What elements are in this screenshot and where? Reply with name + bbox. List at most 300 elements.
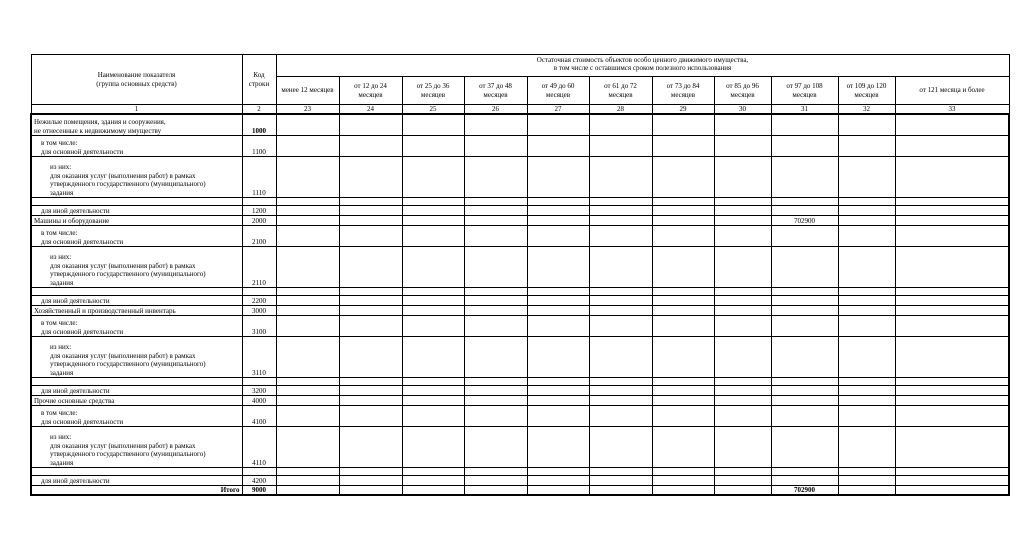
value-cell bbox=[714, 114, 771, 135]
header-col-23: менее 12 месяцев bbox=[276, 77, 339, 105]
total-value-cell bbox=[527, 485, 589, 495]
value-cell bbox=[402, 315, 464, 336]
value-cell bbox=[652, 215, 714, 225]
value-cell bbox=[402, 395, 464, 405]
row-label: из них: для оказания услуг (выполнения работ) в рамках утвержденного государственного (муниципального) задания bbox=[31, 426, 242, 467]
header-col-27: от 49 до 60 месяцев bbox=[527, 77, 589, 105]
blank-cell bbox=[339, 467, 402, 475]
value-cell bbox=[838, 205, 895, 215]
value-cell bbox=[895, 305, 1009, 315]
table-row bbox=[31, 215, 1009, 225]
blank-cell bbox=[339, 377, 402, 385]
blank-cell bbox=[838, 467, 895, 475]
value-cell bbox=[771, 405, 838, 426]
value-cell bbox=[771, 305, 838, 315]
value-cell bbox=[895, 295, 1009, 305]
row-code: 1200 bbox=[242, 205, 276, 215]
blank-cell bbox=[895, 467, 1009, 475]
total-row bbox=[31, 485, 1009, 495]
value-cell bbox=[589, 336, 652, 377]
value-cell bbox=[464, 156, 527, 197]
row-code: 4200 bbox=[242, 475, 276, 485]
value-cell bbox=[771, 426, 838, 467]
value-cell bbox=[589, 305, 652, 315]
row-label: Хозяйственный и производственный инвентарь bbox=[31, 305, 242, 315]
value-cell bbox=[714, 246, 771, 287]
value-cell bbox=[652, 315, 714, 336]
value-cell bbox=[464, 295, 527, 305]
value-cell bbox=[527, 426, 589, 467]
header-num-23: 23 bbox=[276, 105, 339, 115]
value-cell bbox=[339, 315, 402, 336]
row-code: 2110 bbox=[242, 246, 276, 287]
value-cell bbox=[339, 336, 402, 377]
blank-cell bbox=[402, 467, 464, 475]
value-cell bbox=[838, 395, 895, 405]
row-label: в том числе: для основной деятельности bbox=[31, 405, 242, 426]
value-cell bbox=[652, 385, 714, 395]
blank-cell bbox=[31, 287, 242, 295]
header-num-26: 26 bbox=[464, 105, 527, 115]
blank-cell bbox=[714, 287, 771, 295]
row-label: в том числе: для основной деятельности bbox=[31, 135, 242, 156]
header-col-24: от 12 до 24 месяцев bbox=[339, 77, 402, 105]
blank-cell bbox=[242, 197, 276, 205]
value-cell bbox=[652, 305, 714, 315]
blank-cell bbox=[242, 377, 276, 385]
value-cell bbox=[527, 205, 589, 215]
row-label: Нежилые помещения, здания и сооружения, не отнесенные к недвижимому имуществу bbox=[31, 114, 242, 135]
value-cell bbox=[895, 405, 1009, 426]
value-cell bbox=[339, 426, 402, 467]
table-row bbox=[31, 135, 1009, 156]
value-cell bbox=[339, 215, 402, 225]
value-cell bbox=[838, 114, 895, 135]
value-cell bbox=[652, 405, 714, 426]
value-cell bbox=[527, 295, 589, 305]
value-cell bbox=[339, 205, 402, 215]
value-cell bbox=[589, 114, 652, 135]
value-cell bbox=[771, 246, 838, 287]
value-cell bbox=[838, 225, 895, 246]
total-value-cell bbox=[652, 485, 714, 495]
value-cell bbox=[771, 295, 838, 305]
value-cell bbox=[527, 225, 589, 246]
value-cell bbox=[527, 475, 589, 485]
value-cell bbox=[464, 395, 527, 405]
total-value-cell bbox=[464, 485, 527, 495]
row-label: из них: для оказания услуг (выполнения работ) в рамках утвержденного государственного (муниципального) задания bbox=[31, 336, 242, 377]
value-cell bbox=[895, 475, 1009, 485]
value-cell bbox=[402, 336, 464, 377]
header-code-col: Код строки bbox=[242, 55, 276, 105]
blank-cell bbox=[276, 287, 339, 295]
value-cell bbox=[276, 135, 339, 156]
row-label: для иной деятельности bbox=[31, 295, 242, 305]
value-cell bbox=[339, 305, 402, 315]
header-name-col: Наименование показателя (группа основных средств) bbox=[31, 55, 242, 105]
value-cell bbox=[838, 385, 895, 395]
value-cell bbox=[464, 336, 527, 377]
value-cell bbox=[771, 315, 838, 336]
table-row bbox=[31, 295, 1009, 305]
value-cell bbox=[589, 135, 652, 156]
blank-cell bbox=[464, 197, 527, 205]
blank-cell bbox=[464, 377, 527, 385]
value-cell bbox=[771, 475, 838, 485]
value-cell bbox=[589, 295, 652, 305]
value-cell bbox=[714, 205, 771, 215]
value-cell bbox=[652, 475, 714, 485]
blank-cell bbox=[589, 377, 652, 385]
total-value-cell: 702900 bbox=[771, 485, 838, 495]
blank-cell bbox=[527, 377, 589, 385]
row-code: 3110 bbox=[242, 336, 276, 377]
table-row bbox=[31, 395, 1009, 405]
value-cell bbox=[339, 135, 402, 156]
super-title-line2: в том числе с оставшимся сроком полезного использования bbox=[553, 64, 732, 73]
value-cell bbox=[895, 135, 1009, 156]
blank-cell bbox=[527, 287, 589, 295]
value-cell bbox=[895, 246, 1009, 287]
header-col-32: от 109 до 120 месяцев bbox=[838, 77, 895, 105]
header-col-28: от 61 до 72 месяцев bbox=[589, 77, 652, 105]
table-row bbox=[31, 315, 1009, 336]
value-cell bbox=[276, 336, 339, 377]
row-code: 4110 bbox=[242, 426, 276, 467]
value-cell bbox=[714, 385, 771, 395]
value-cell bbox=[276, 426, 339, 467]
blank-cell bbox=[771, 377, 838, 385]
table-row bbox=[31, 114, 1009, 135]
value-cell bbox=[771, 205, 838, 215]
row-code: 3000 bbox=[242, 305, 276, 315]
value-cell bbox=[527, 246, 589, 287]
value-cell bbox=[838, 246, 895, 287]
row-label: для иной деятельности bbox=[31, 475, 242, 485]
value-cell bbox=[339, 295, 402, 305]
super-title-line1: Остаточная стоимость объектов особо ценного движимого имущества, bbox=[536, 56, 749, 64]
table-row bbox=[31, 156, 1009, 197]
value-cell bbox=[402, 205, 464, 215]
value-cell bbox=[895, 315, 1009, 336]
value-cell bbox=[402, 295, 464, 305]
value-cell bbox=[464, 405, 527, 426]
value-cell bbox=[714, 305, 771, 315]
value-cell bbox=[714, 405, 771, 426]
value-cell bbox=[838, 405, 895, 426]
value-cell bbox=[714, 315, 771, 336]
header-num-33: 33 bbox=[895, 105, 1009, 115]
value-cell bbox=[527, 305, 589, 315]
value-cell bbox=[527, 215, 589, 225]
value-cell bbox=[339, 385, 402, 395]
row-label: из них: для оказания услуг (выполнения работ) в рамках утвержденного государственного (муниципального) задания bbox=[31, 156, 242, 197]
value-cell bbox=[464, 385, 527, 395]
blank-cell bbox=[589, 287, 652, 295]
blank-cell bbox=[589, 197, 652, 205]
value-cell bbox=[339, 114, 402, 135]
table-body bbox=[31, 114, 1009, 495]
value-cell bbox=[464, 215, 527, 225]
row-code: 1000 bbox=[242, 114, 276, 135]
value-cell bbox=[402, 405, 464, 426]
row-code: 4000 bbox=[242, 395, 276, 405]
total-value-cell bbox=[339, 485, 402, 495]
value-cell bbox=[589, 215, 652, 225]
header-numbers-row bbox=[31, 105, 1009, 115]
value-cell bbox=[589, 315, 652, 336]
blank-row bbox=[31, 287, 1009, 295]
value-cell bbox=[895, 395, 1009, 405]
value-cell bbox=[838, 156, 895, 197]
value-cell bbox=[527, 315, 589, 336]
table-row bbox=[31, 225, 1009, 246]
value-cell bbox=[838, 305, 895, 315]
header-num-30: 30 bbox=[714, 105, 771, 115]
row-label: из них: для оказания услуг (выполнения работ) в рамках утвержденного государственного (муниципального) задания bbox=[31, 246, 242, 287]
blank-cell bbox=[652, 287, 714, 295]
value-cell bbox=[771, 336, 838, 377]
value-cell bbox=[276, 385, 339, 395]
blank-cell bbox=[652, 467, 714, 475]
value-cell bbox=[276, 114, 339, 135]
value-cell bbox=[771, 225, 838, 246]
total-value-cell bbox=[714, 485, 771, 495]
value-cell bbox=[527, 336, 589, 377]
value-cell bbox=[714, 156, 771, 197]
value-cell bbox=[895, 156, 1009, 197]
value-cell bbox=[339, 225, 402, 246]
value-cell bbox=[589, 405, 652, 426]
total-value-cell bbox=[895, 485, 1009, 495]
value-cell bbox=[895, 225, 1009, 246]
value-cell bbox=[464, 114, 527, 135]
header-num-1: 1 bbox=[31, 105, 242, 115]
header-num-29: 29 bbox=[652, 105, 714, 115]
value-cell bbox=[714, 475, 771, 485]
blank-cell bbox=[838, 197, 895, 205]
value-cell bbox=[589, 205, 652, 215]
value-cell bbox=[464, 305, 527, 315]
value-cell bbox=[589, 156, 652, 197]
blank-cell bbox=[714, 377, 771, 385]
value-cell bbox=[714, 215, 771, 225]
value-cell bbox=[464, 426, 527, 467]
blank-cell bbox=[31, 197, 242, 205]
value-cell bbox=[652, 156, 714, 197]
header-num-32: 32 bbox=[838, 105, 895, 115]
value-cell bbox=[276, 395, 339, 405]
value-cell bbox=[652, 114, 714, 135]
row-label: для иной деятельности bbox=[31, 205, 242, 215]
header-num-27: 27 bbox=[527, 105, 589, 115]
value-cell bbox=[402, 135, 464, 156]
blank-row bbox=[31, 377, 1009, 385]
row-code: 1110 bbox=[242, 156, 276, 197]
value-cell bbox=[276, 305, 339, 315]
value-cell bbox=[895, 215, 1009, 225]
value-cell bbox=[464, 205, 527, 215]
value-cell bbox=[589, 246, 652, 287]
blank-cell bbox=[527, 197, 589, 205]
table-row bbox=[31, 205, 1009, 215]
row-code: 3200 bbox=[242, 385, 276, 395]
value-cell bbox=[771, 135, 838, 156]
value-cell bbox=[402, 156, 464, 197]
value-cell bbox=[464, 315, 527, 336]
value-cell bbox=[895, 426, 1009, 467]
value-cell bbox=[714, 426, 771, 467]
row-code: 1100 bbox=[242, 135, 276, 156]
row-code: 3100 bbox=[242, 315, 276, 336]
value-cell bbox=[589, 475, 652, 485]
value-cell bbox=[895, 336, 1009, 377]
row-code: 2000 bbox=[242, 215, 276, 225]
row-code: 4100 bbox=[242, 405, 276, 426]
value-cell bbox=[771, 114, 838, 135]
value-cell bbox=[464, 246, 527, 287]
value-cell bbox=[402, 426, 464, 467]
value-cell bbox=[652, 225, 714, 246]
total-label: Итого bbox=[31, 485, 242, 495]
total-value-cell bbox=[838, 485, 895, 495]
value-cell bbox=[652, 426, 714, 467]
value-cell bbox=[527, 156, 589, 197]
total-value-cell bbox=[402, 485, 464, 495]
blank-cell bbox=[714, 197, 771, 205]
value-cell bbox=[339, 475, 402, 485]
report-sheet bbox=[30, 54, 994, 496]
value-cell bbox=[895, 205, 1009, 215]
blank-cell bbox=[771, 467, 838, 475]
value-cell bbox=[527, 385, 589, 395]
value-cell bbox=[838, 315, 895, 336]
value-cell bbox=[838, 295, 895, 305]
value-cell bbox=[895, 385, 1009, 395]
value-cell bbox=[771, 156, 838, 197]
value-cell bbox=[714, 225, 771, 246]
value-cell bbox=[339, 405, 402, 426]
blank-cell bbox=[527, 467, 589, 475]
row-label: в том числе: для основной деятельности bbox=[31, 315, 242, 336]
value-cell bbox=[276, 315, 339, 336]
value-cell bbox=[276, 156, 339, 197]
header-col-29: от 73 до 84 месяцев bbox=[652, 77, 714, 105]
blank-cell bbox=[838, 287, 895, 295]
blank-cell bbox=[276, 467, 339, 475]
value-cell bbox=[276, 295, 339, 305]
value-cell bbox=[276, 215, 339, 225]
table-row bbox=[31, 246, 1009, 287]
value-cell bbox=[838, 336, 895, 377]
header-col-31: от 97 до 108 месяцев bbox=[771, 77, 838, 105]
header-num-31: 31 bbox=[771, 105, 838, 115]
value-cell bbox=[652, 336, 714, 377]
header-col-25: от 25 до 36 месяцев bbox=[402, 77, 464, 105]
header-num-24: 24 bbox=[339, 105, 402, 115]
blank-cell bbox=[895, 197, 1009, 205]
table-header bbox=[31, 55, 1009, 115]
header-super-title bbox=[276, 55, 1009, 77]
value-cell bbox=[402, 385, 464, 395]
blank-cell bbox=[771, 287, 838, 295]
value-cell bbox=[527, 395, 589, 405]
blank-cell bbox=[402, 287, 464, 295]
blank-cell bbox=[276, 377, 339, 385]
value-cell bbox=[771, 395, 838, 405]
row-label: для иной деятельности bbox=[31, 385, 242, 395]
value-cell bbox=[838, 475, 895, 485]
blank-cell bbox=[464, 287, 527, 295]
value-cell bbox=[276, 405, 339, 426]
row-label: в том числе: для основной деятельности bbox=[31, 225, 242, 246]
residual-value-table bbox=[30, 54, 1010, 496]
blank-cell bbox=[242, 467, 276, 475]
value-cell bbox=[527, 405, 589, 426]
value-cell bbox=[838, 215, 895, 225]
blank-cell bbox=[589, 467, 652, 475]
value-cell bbox=[714, 395, 771, 405]
value-cell bbox=[652, 295, 714, 305]
value-cell bbox=[402, 246, 464, 287]
blank-cell bbox=[276, 197, 339, 205]
row-code: 2200 bbox=[242, 295, 276, 305]
blank-row bbox=[31, 467, 1009, 475]
value-cell bbox=[339, 395, 402, 405]
table-row bbox=[31, 385, 1009, 395]
header-num-25: 25 bbox=[402, 105, 464, 115]
blank-cell bbox=[242, 287, 276, 295]
header-col-26: от 37 до 48 месяцев bbox=[464, 77, 527, 105]
value-cell bbox=[402, 215, 464, 225]
row-code: 2100 bbox=[242, 225, 276, 246]
value-cell bbox=[714, 135, 771, 156]
blank-cell bbox=[838, 377, 895, 385]
table-row bbox=[31, 426, 1009, 467]
value-cell bbox=[527, 114, 589, 135]
value-cell bbox=[527, 135, 589, 156]
value-cell bbox=[464, 135, 527, 156]
value-cell bbox=[402, 114, 464, 135]
blank-cell bbox=[402, 197, 464, 205]
value-cell bbox=[589, 385, 652, 395]
value-cell bbox=[402, 475, 464, 485]
value-cell bbox=[464, 225, 527, 246]
blank-cell bbox=[464, 467, 527, 475]
total-value-cell bbox=[276, 485, 339, 495]
table-row bbox=[31, 475, 1009, 485]
value-cell bbox=[402, 305, 464, 315]
blank-cell bbox=[31, 377, 242, 385]
value-cell bbox=[464, 475, 527, 485]
blank-cell bbox=[339, 287, 402, 295]
row-label: Машины и оборудование bbox=[31, 215, 242, 225]
value-cell bbox=[589, 225, 652, 246]
value-cell bbox=[838, 426, 895, 467]
value-cell bbox=[276, 225, 339, 246]
value-cell bbox=[838, 135, 895, 156]
value-cell: 702900 bbox=[771, 215, 838, 225]
value-cell bbox=[652, 205, 714, 215]
header-col-33: от 121 месяца и более bbox=[895, 77, 1009, 105]
value-cell bbox=[714, 336, 771, 377]
value-cell bbox=[339, 246, 402, 287]
value-cell bbox=[276, 205, 339, 215]
blank-cell bbox=[652, 197, 714, 205]
table-row bbox=[31, 305, 1009, 315]
value-cell bbox=[276, 475, 339, 485]
